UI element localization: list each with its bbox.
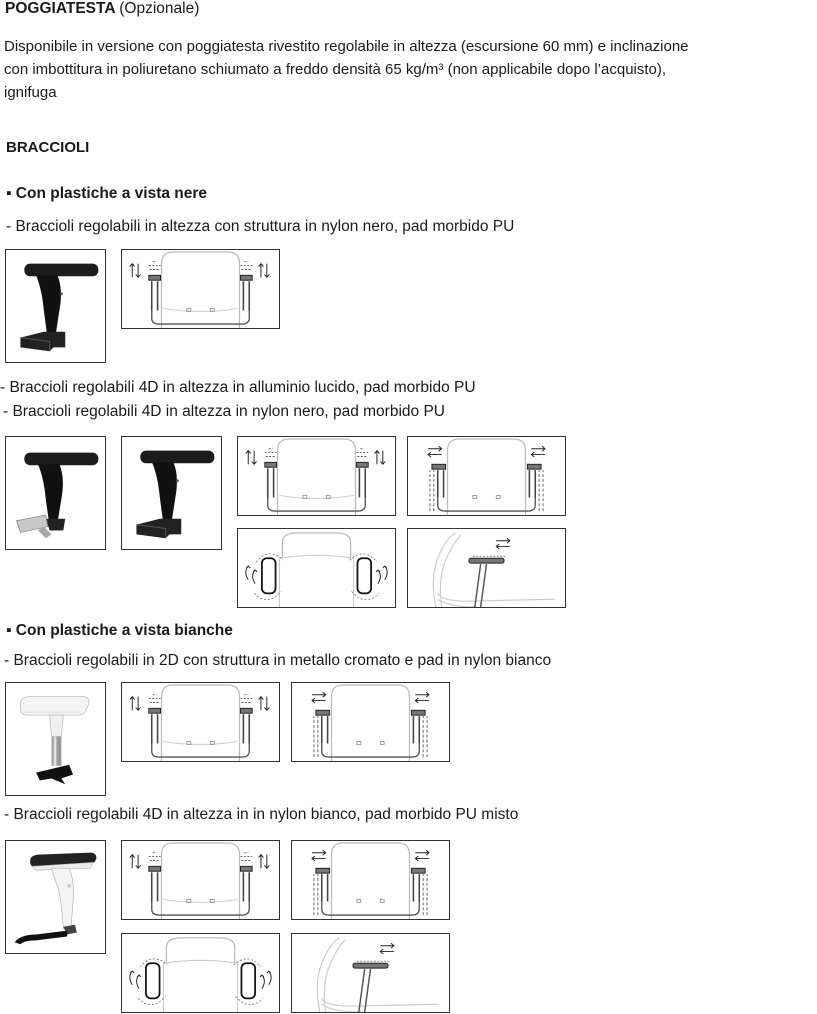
armrest-photo-black: [5, 249, 106, 363]
headrest-title-text: POGGIATESTA: [5, 0, 115, 17]
white-option-2-text: - Braccioli regolabili 4D in altezza in in nylon bianco, pad morbido PU misto: [4, 806, 519, 823]
depth-adjustment-diagram: [291, 933, 450, 1013]
width-adjustment-diagram: [291, 682, 450, 762]
armrests-title: BRACCIOLI: [6, 139, 90, 156]
black-option-3-text: - Braccioli regolabili 4D in altezza in nylon nero, pad morbido PU: [3, 403, 445, 420]
white-plastics-heading: ▪ Con plastiche a vista bianche: [6, 622, 233, 639]
headrest-optional-label: (Opzionale): [119, 0, 200, 17]
white-option-1-text: - Braccioli regolabili in 2D con struttura in metallo cromato e pad in nylon bianco: [4, 652, 552, 669]
headrest-title: [5, 0, 199, 18]
armrest-photo-aluminium: [5, 436, 106, 550]
black-plastics-heading: ▪ Con plastiche a vista nere: [6, 185, 208, 202]
height-adjustment-diagram: [237, 436, 396, 516]
headrest-description-line-1: Disponibile in versione con poggiatesta rivestito regolabile in altezza (escursione 60 mm) e inclinazione: [4, 38, 689, 55]
headrest-description-line-2: con imbottitura in poliuretano schiumato a freddo densità 65 kg/m³ (non applicabile dopo l’acquisto),: [4, 61, 667, 78]
armrest-photo-white-4d: [5, 840, 106, 954]
armrest-photo-nylon-black: [121, 436, 222, 550]
black-option-1-text: - Braccioli regolabili in altezza con struttura in nylon nero, pad morbido PU: [6, 218, 515, 235]
height-adjustment-diagram: [121, 840, 280, 920]
width-adjustment-diagram: [291, 840, 450, 920]
headrest-description-line-3: ignifuga: [4, 84, 57, 101]
width-adjustment-diagram: [407, 436, 566, 516]
armrest-photo-white-2d: [5, 682, 106, 796]
height-adjustment-diagram: [121, 682, 280, 762]
black-option-2-text: - Braccioli regolabili 4D in altezza in alluminio lucido, pad morbido PU: [0, 379, 476, 396]
rotation-adjustment-diagram: [237, 528, 396, 608]
rotation-adjustment-diagram: [121, 933, 280, 1013]
height-adjustment-diagram: [121, 249, 280, 329]
depth-adjustment-diagram: [407, 528, 566, 608]
